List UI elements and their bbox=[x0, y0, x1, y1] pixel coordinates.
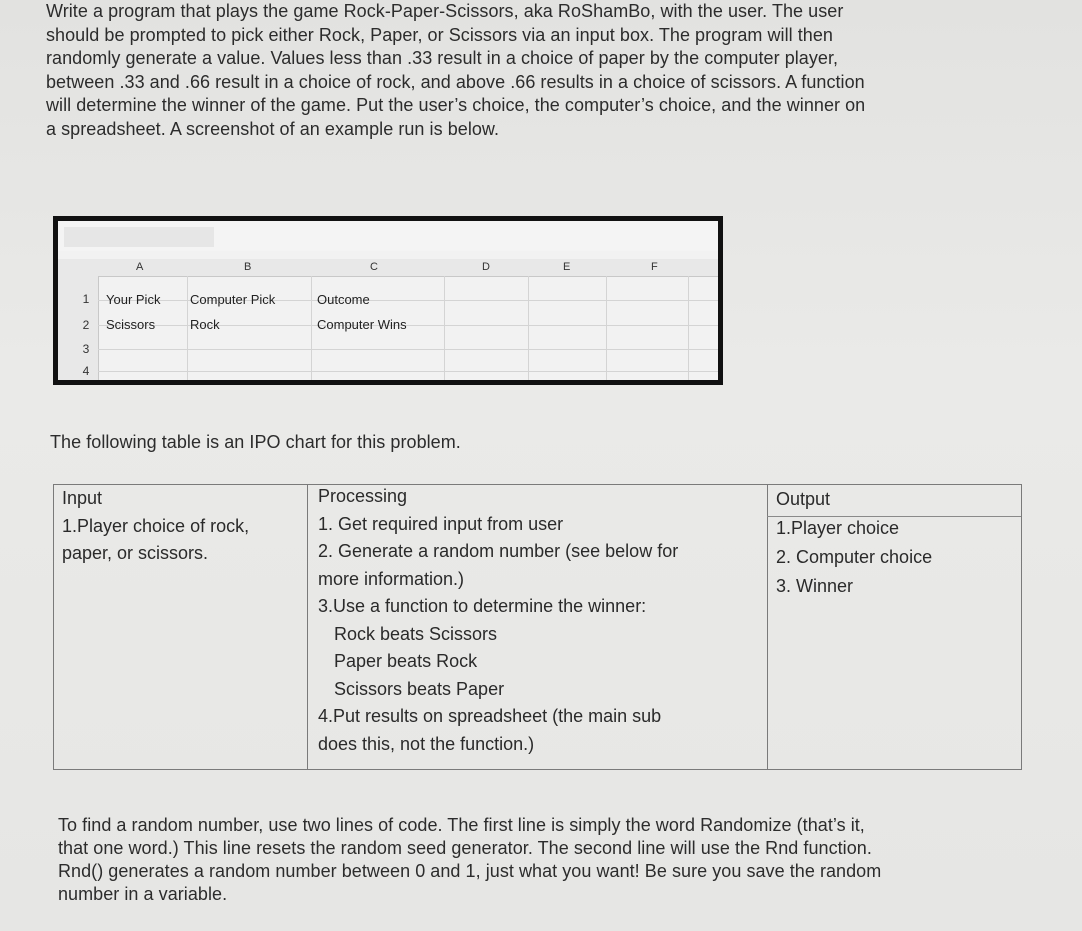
processing-header: Processing bbox=[318, 486, 408, 506]
column-header-row bbox=[58, 259, 718, 277]
processing-line: more information.) bbox=[318, 568, 465, 589]
cell-b2: Rock bbox=[190, 317, 220, 332]
processing-line: Paper beats Rock bbox=[334, 651, 478, 671]
processing-line: Rock beats Scissors bbox=[334, 623, 498, 644]
row-header-3: 3 bbox=[82, 342, 90, 356]
input-line: 1.Player choice of rock, bbox=[62, 515, 250, 536]
ipo-input-column bbox=[62, 485, 249, 568]
ipo-table bbox=[53, 484, 1022, 770]
processing-line: Scissors beats Paper bbox=[334, 678, 505, 699]
cell-a2: Scissors bbox=[106, 317, 156, 332]
cell-b1: Computer Pick bbox=[190, 292, 276, 307]
cell-a1: Your Pick bbox=[106, 292, 161, 307]
ipo-caption: The following table is an IPO chart for this problem. bbox=[50, 432, 461, 452]
output-line: 2. Computer choice bbox=[776, 547, 933, 567]
processing-line: 2. Generate a random number (see below for bbox=[318, 541, 679, 561]
footer-line: number in a variable. bbox=[58, 884, 228, 904]
output-header: Output bbox=[776, 489, 831, 509]
intro-line: will determine the winner of the game. Put the user’s choice, the computer’s choice, and the winner on bbox=[46, 95, 866, 115]
row-header-2: 2 bbox=[82, 318, 90, 332]
intro-paragraph bbox=[46, 0, 1046, 141]
column-header-e: E bbox=[563, 261, 571, 273]
random-number-paragraph bbox=[58, 814, 1058, 906]
column-header-f: F bbox=[651, 261, 658, 273]
intro-line: randomly generate a value. Values less than .33 result in a choice of paper by the computer player, bbox=[46, 48, 839, 68]
processing-line: 4.Put results on spreadsheet (the main sub bbox=[318, 706, 662, 726]
processing-line: 1. Get required input from user bbox=[318, 513, 564, 534]
output-line: 1.Player choice bbox=[776, 518, 900, 538]
footer-line: To find a random number, use two lines of code. The first line is simply the word Randomize (that’s it, bbox=[58, 815, 865, 835]
ipo-processing-column bbox=[318, 483, 678, 758]
spreadsheet-toolbar bbox=[58, 221, 718, 251]
name-box bbox=[64, 227, 214, 247]
ipo-output-column bbox=[776, 485, 932, 601]
column-header-d: D bbox=[482, 261, 490, 273]
input-line: paper, or scissors. bbox=[62, 543, 209, 563]
cell-c1: Outcome bbox=[317, 292, 370, 307]
intro-line: a spreadsheet. A screenshot of an example run is below. bbox=[46, 118, 500, 139]
footer-line: that one word.) This line resets the random seed generator. The second line will use the Rnd function. bbox=[58, 838, 872, 858]
intro-line: should be prompted to pick either Rock, Paper, or Scissors via an input box. The program will then bbox=[46, 24, 833, 45]
input-header: Input bbox=[62, 488, 103, 508]
column-header-b: B bbox=[244, 261, 252, 273]
row-header-4: 4 bbox=[82, 364, 90, 378]
processing-line: does this, not the function.) bbox=[318, 733, 535, 754]
footer-line: Rnd() generates a random number between 0 and 1, just what you want! Be sure you save the random bbox=[58, 861, 882, 881]
output-line: 3. Winner bbox=[776, 576, 854, 596]
intro-line: between .33 and .66 result in a choice of rock, and above .66 results in a choice of scissors. A function bbox=[46, 71, 865, 92]
processing-line: 3.Use a function to determine the winner: bbox=[318, 596, 647, 616]
cell-c2: Computer Wins bbox=[317, 317, 407, 332]
intro-line: Write a program that plays the game Rock-Paper-Scissors, aka RoShamBo, with the user. The user bbox=[46, 1, 844, 21]
column-header-c: C bbox=[370, 261, 378, 273]
column-header-a: A bbox=[136, 261, 144, 273]
spreadsheet-screenshot bbox=[53, 216, 723, 385]
row-header-1: 1 bbox=[82, 292, 90, 306]
